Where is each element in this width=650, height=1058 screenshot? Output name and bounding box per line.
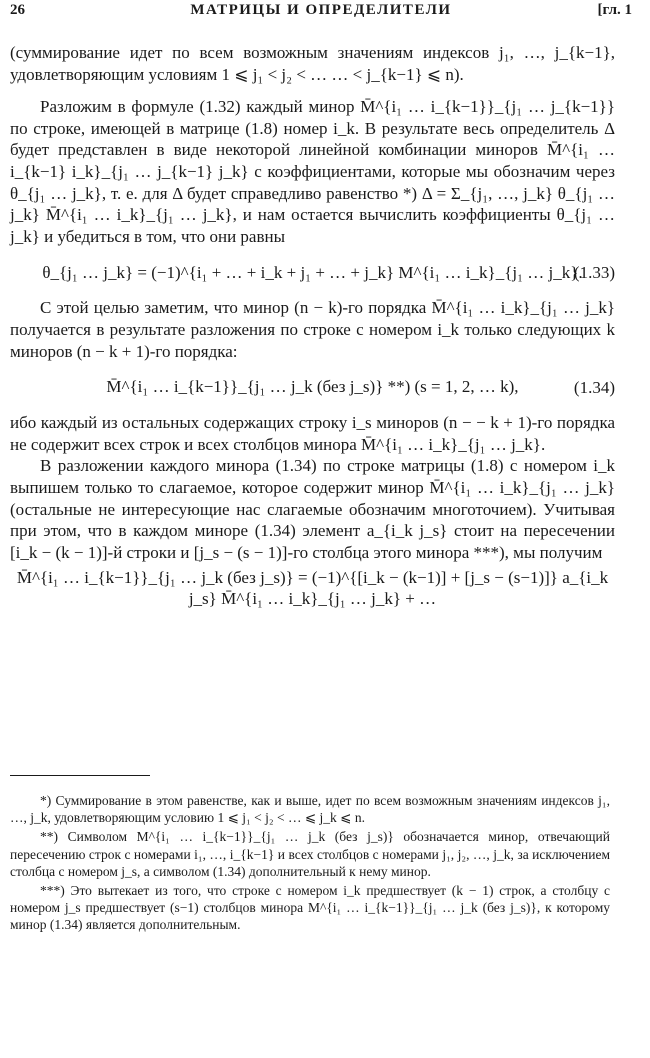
footnote-rule	[10, 775, 150, 776]
main-text	[10, 42, 615, 613]
paragraph-2: С этой целью заметим, что минор (n − k)-го порядка M̄^{i₁ … i_k}_{j₁ … j_k} получается в результате разложения по строке с номером i_k только следующих k миноров (n − k + 1)-го порядка:	[10, 298, 615, 361]
footnote-1: *) Суммирование в этом равенстве, как и выше, идет по всем возможным значениям индексов j₁, …, j_k, удовлетворяющим условию 1 ⩽ j₁ < j₂ < … ⩽ j_k ⩽ n.	[10, 793, 610, 826]
equation-1-33-formula: θ_{j₁ … j_k} = (−1)^{i₁ + … + i_k + j₁ + … + j_k} M^{i₁ … i_k}_{j₁ … j_k}.	[42, 262, 583, 282]
footnote-3: ***) Это вытекает из того, что строке с номером i_k предшествует (k − 1) строк, а столбцу с номером j_s предшествует (s−1) столбцов минора M^{i₁ … i_{k−1}}_{j₁ … j_k (без j_s)}, к которому минор (1.34) является дополнительным.	[10, 883, 610, 933]
equation-1-34	[10, 372, 615, 402]
equation-1-33	[10, 257, 615, 287]
equation-1-34-formula: M̄^{i₁ … i_{k−1}}_{j₁ … j_k (без j_s)} **) (s = 1, 2, … k),	[106, 377, 519, 397]
equation-expansion	[10, 567, 615, 609]
equation-expansion-formula: M̄^{i₁ … i_{k−1}}_{j₁ … j_k (без j_s)} = (−1)^{[i_k − (k−1)] + [j_s − (s−1)]} a_{i_k j_s} M̄^{i₁ … i_k}_{j₁ … j_k} + …	[16, 567, 609, 609]
equation-1-34-number: (1.34)	[573, 378, 615, 398]
running-header	[10, 2, 632, 22]
running-title: МАТРИЦЫ И ОПРЕДЕЛИТЕЛИ	[190, 2, 452, 18]
paragraph-1: Разложим в формуле (1.32) каждый минор M̄^{i₁ … i_{k−1}}_{j₁ … j_{k−1}} по строке, имеющей в матрице (1.8) номер i_k. В результате весь определитель Δ будет представлен в виде некоторой линейной комбинации миноров M̄^{i₁ … i_{k−1} i_k}_{j₁ … j_{k−1} j_k} с коэффициентами, которые мы обозначим через θ_{j₁ … j_k}, т. е. для Δ будет справедливо равенство *) Δ = Σ_{j₁, …, j_k} θ_{j₁ … j_k} M̄^{i₁ … i_k}_{j₁ … j_k}, и нам остается вычислить коэффициенты θ_{j₁ … j_k} и убедиться в том, что они равны	[10, 97, 615, 246]
footnote-2: **) Символом M^{i₁ … i_{k−1}}_{j₁ … j_k (без j_s)} обозначается минор, отвечающий пересечению строк с номерами i₁, …, i_{k−1} и всех столбцов с номерами j₁, j₂, …, j_k, за исключением столбца с номером j_s, а символом (1.34) дополнительный к нему минор.	[10, 829, 610, 879]
paragraph-4: В разложении каждого минора (1.34) по строке матрицы (1.8) с номером i_k выпишем только то слагаемое, которое содержит минор M̄^{i₁ … i_k}_{j₁ … j_k} (остальные не интересующие нас слагаемые обозначим многоточием). Учитывая при этом, что в каждом миноре (1.34) элемент a_{i_k j_s} стоит на пересечении [i_k − (k − 1)]-й строки и [j_s − (s − 1)]-го столбца этого минора ***), мы получим	[10, 456, 615, 562]
equation-1-33-number: (1.33)	[573, 263, 615, 283]
page-number: 26	[10, 2, 25, 18]
paragraph-0: (суммирование идет по всем возможным значениям индексов j₁, …, j_{k−1}, удовлетворяющим условиям 1 ⩽ j₁ < j₂ < … … < j_{k−1} ⩽ n).	[10, 43, 615, 84]
footnotes	[10, 792, 610, 936]
paragraph-3: ибо каждый из остальных содержащих строку i_s миноров (n − − k + 1)-го порядка не содержит всех строк и всех столбцов минора M̄^{i₁ … i_k}_{j₁ … j_k}.	[10, 413, 615, 454]
chapter-label: [гл. 1	[597, 2, 632, 18]
